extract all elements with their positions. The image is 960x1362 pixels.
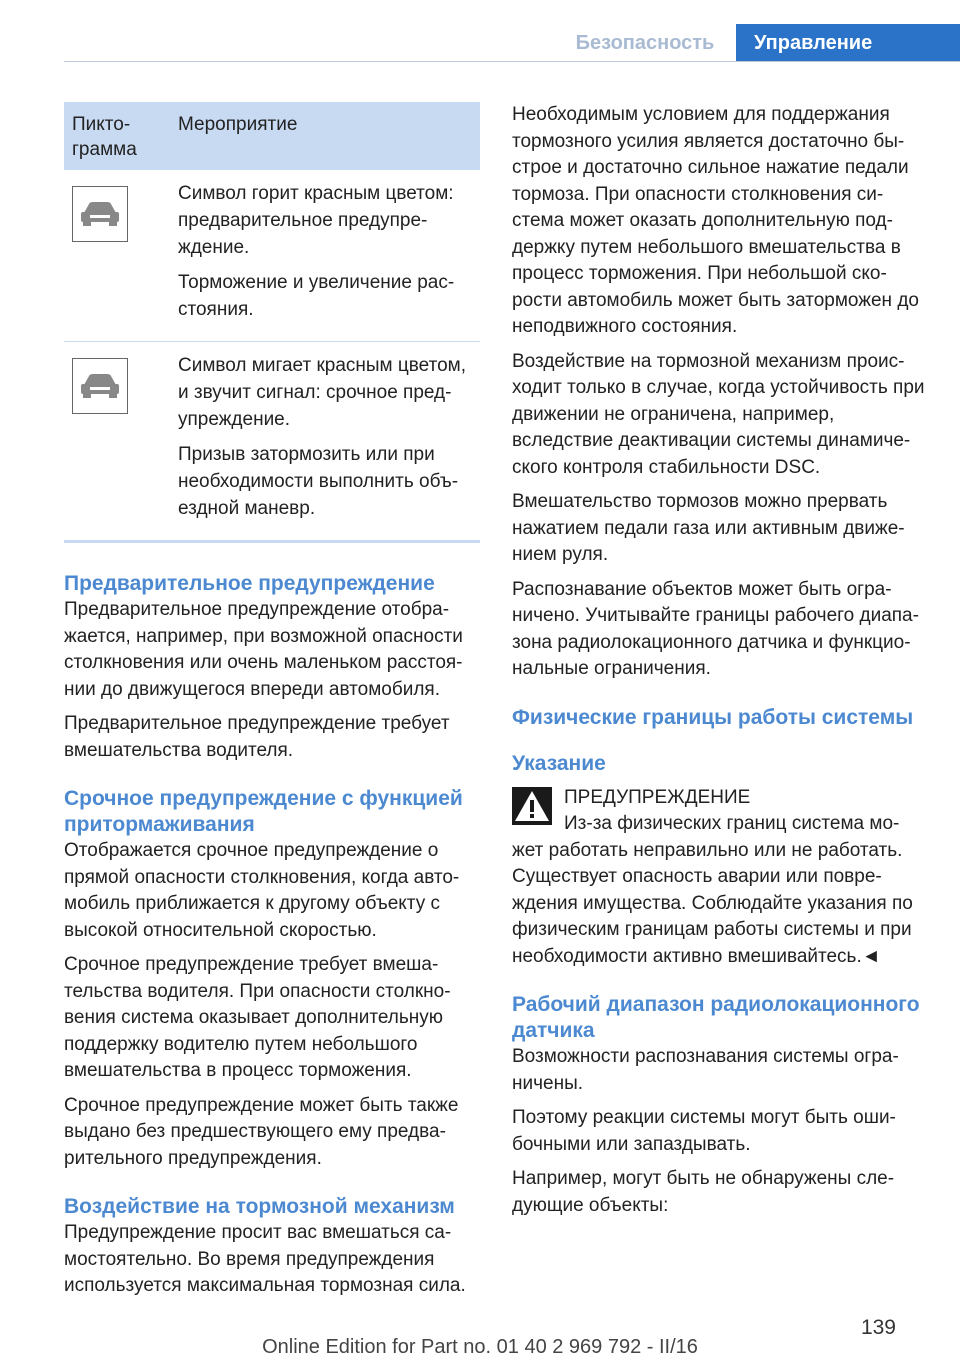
tab-operation[interactable]: Управление (736, 24, 960, 62)
heading-radar-range: Рабочий диапазон радиолокационного датчика (512, 993, 920, 1042)
edition-footer: Online Edition for Part no. 01 40 2 969 792 - II/16 (262, 1336, 698, 1358)
table-row (64, 342, 480, 542)
pictogram-table (64, 102, 480, 543)
tab-safety[interactable]: Безопасность (575, 32, 715, 54)
paragraph: Возможности распознавания системы огра-ничены. (512, 1046, 899, 1094)
header-rule (64, 61, 960, 62)
warning-title: ПРЕДУПРЕЖДЕНИЕ (564, 786, 751, 808)
paragraph: Например, могут быть не обнаружены сле-дующие объекты: (512, 1168, 895, 1216)
heading-note: Указание (512, 751, 606, 775)
warning-text: Из-за физических границ система мо-жет работать неправильно или не работать. Существует опасность аварии или повре-ждения имущества. Соблюдайте указания по физическим границам работы системы и при необходимости активно вмешивайтесь.◄ (512, 813, 913, 967)
heading-brake-intervention: Воздействие на тормозной механизм (64, 1195, 455, 1218)
table-cell-text: Призыв затормозить или при необходимости выполнить объ-ездной маневр. (178, 444, 459, 519)
heading-prewarning: Предварительное предупреждение (64, 572, 435, 595)
table-cell-text: Символ горит красным цветом: предварительное предупре-ждение. (178, 183, 454, 258)
table-row (64, 170, 480, 342)
paragraph: Предварительное предупреждение отобра-жается, например, при возможной опасности столкновения или очень маленьком расстоя-нии до движущегося впереди автомобиля. (64, 599, 463, 700)
paragraph: Отображается срочное предупреждение о прямой опасности столкновения, когда авто-мобиль приближается к другому объекту с высокой относительной скоростью. (64, 840, 460, 941)
paragraph: Срочное предупреждение может быть также выдано без предшествующего ему предва-рительного предупреждения. (64, 1094, 459, 1169)
heading-physical-limits: Физические границы работы системы (512, 705, 914, 729)
car-warning-icon (72, 186, 128, 242)
left-column (64, 102, 480, 1300)
paragraph: Необходимым условием для поддержания тормозного усилия является достаточно бы-строе и достаточно сильное нажатие педали тормоза. При опасности столкновения си-стема может оказать дополнительную под-держку путем небольшого вмешательства в процесс торможения. При небольшой ско-рости автомобиль может быть заторможен до неподвижного состояния. (512, 104, 919, 337)
right-column (512, 102, 928, 1219)
page-number: 139 (860, 1316, 896, 1339)
paragraph: Срочное предупреждение требует вмеша-тельства водителя. При опасности столкно-вения система оказывает дополнительную поддержку водителю путем небольшого вмешательства в процесс торможения. (64, 954, 451, 1081)
table-header-pictogram: Пикто- грамма (64, 102, 170, 170)
paragraph: Распознавание объектов может быть огра-ничено. Учитывайте границы рабочего диапа-зона радиолокационного датчика и функцио-нальные ограничения. (512, 578, 919, 679)
paragraph: Предупреждение просит вас вмешаться са-мостоятельно. Во время предупреждения используется максимальная тормозная сила. (64, 1222, 466, 1296)
paragraph: Воздействие на тормозной механизм проис-ходит только в случае, когда устойчивость при движении не ограничена, например, вследствие деактивации системы динамиче-ского контроля стабильности DSC. (512, 350, 925, 478)
warning-block (512, 785, 928, 812)
car-warning-icon (72, 358, 128, 414)
paragraph: Вмешательство тормозов можно прервать нажатием педали газа или активным движе-нием руля. (512, 491, 905, 565)
table-header-action: Мероприятие (170, 102, 480, 170)
warning-triangle-icon (512, 787, 552, 825)
table-cell-text: Торможение и увеличение рас-стояния. (178, 272, 455, 320)
table-cell-text: Символ мигает красным цветом, и звучит сигнал: срочное пред-упреждение. (178, 355, 466, 430)
paragraph: Предварительное предупреждение требует вмешательства водителя. (64, 713, 450, 761)
paragraph: Поэтому реакции системы могут быть оши-бочными или запаздывать. (512, 1107, 896, 1155)
heading-urgent-warning: Срочное предупреждение с функцией притормаживания (64, 787, 463, 836)
